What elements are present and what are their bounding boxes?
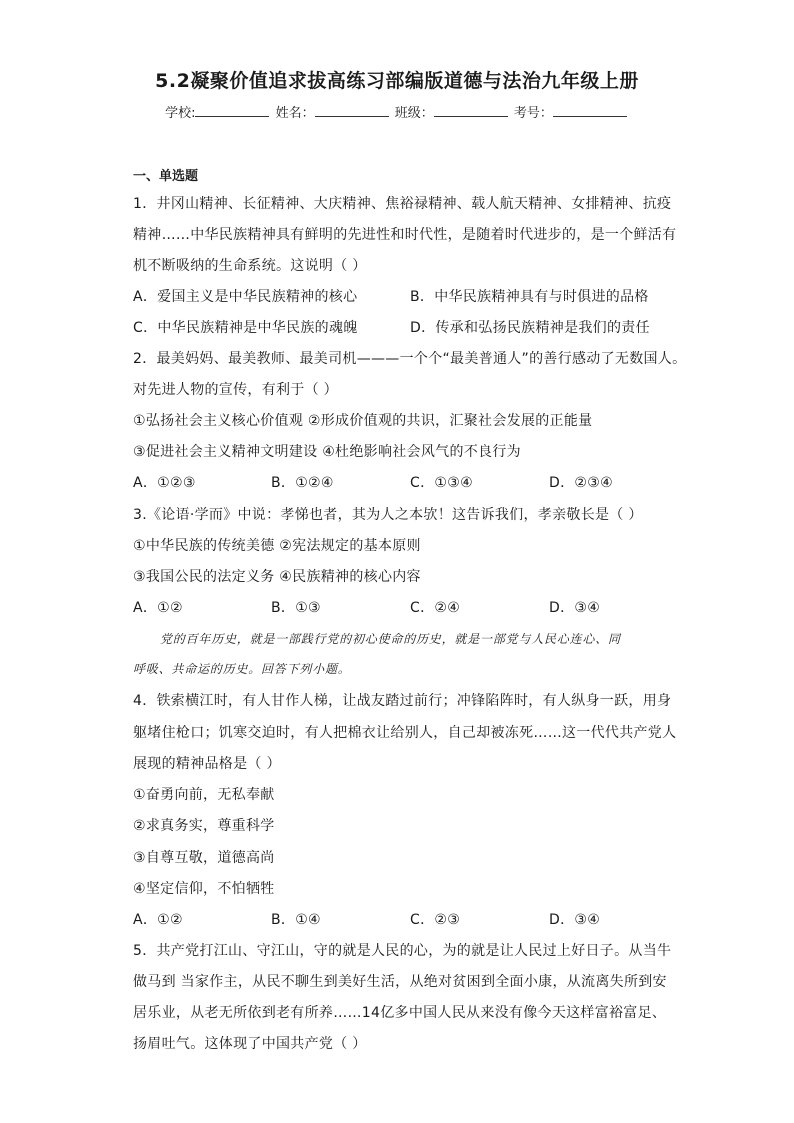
q1-option-c[interactable]: C．中华民族精神是中华民族的魂魄 bbox=[133, 320, 358, 336]
student-info-line bbox=[0, 102, 794, 121]
q5-stem-line-4: 扬眉吐气。这体现了中国共产党（ ） bbox=[133, 1036, 367, 1052]
q2-option-a[interactable]: A．①②③ bbox=[133, 475, 196, 491]
q4-item-1: ①奋勇向前，无私奉献 bbox=[133, 787, 275, 803]
q2-option-c[interactable]: C．①③④ bbox=[410, 475, 473, 491]
q3-option-d[interactable]: D．③④ bbox=[549, 600, 601, 616]
q2-stem-line-1: 2．最美妈妈、最美教师、最美司机———一个个“最美普通人”的善行感动了无数国人。 bbox=[133, 351, 687, 367]
q2-items-line-1: ①弘扬社会主义核心价值观 ②形成价值观的共识，汇聚社会发展的正能量 bbox=[133, 413, 593, 429]
q4-option-b[interactable]: B．①④ bbox=[271, 912, 321, 928]
q3-option-b[interactable]: B．①③ bbox=[271, 600, 321, 616]
q1-option-a[interactable]: A．爱国主义是中华民族精神的核心 bbox=[133, 289, 358, 305]
q5-stem-line-3: 居乐业，从老无所依到老有所养……14亿多中国人民从来没有像今天这样富裕富足、 bbox=[133, 1005, 667, 1021]
name-blank[interactable] bbox=[315, 105, 389, 117]
q1-option-b[interactable]: B．中华民族精神具有与时俱进的品格 bbox=[410, 289, 649, 305]
q3-option-c[interactable]: C．②④ bbox=[410, 600, 461, 616]
q4-item-4: ④坚定信仰，不怕牺牲 bbox=[133, 881, 275, 897]
q1-stem-line-2: 精神……中华民族精神具有鲜明的先进性和时代性，是随着时代进步的，是一个鲜活有 bbox=[133, 227, 677, 243]
q3-stem-line: 3.《论语·学而》中说：孝悌也者，其为人之本欤！这告诉我们，孝亲敬长是（ ） bbox=[133, 507, 643, 523]
q4-stem-line-1: 4．铁索横江时，有人甘作人梯，让战友踏过前行；冲锋陷阵时，有人纵身一跃，用身 bbox=[133, 693, 672, 709]
q4-stem-line-2: 躯堵住枪口；饥寒交迫时，有人把棉衣让给别人，自己却被冻死……这一代代共产党人 bbox=[133, 725, 677, 741]
q1-option-d[interactable]: D．传承和弘扬民族精神是我们的责任 bbox=[410, 320, 650, 336]
q4-option-d[interactable]: D．③④ bbox=[549, 912, 601, 928]
q2-stem-line-2: 对先进人物的宣传，有利于（ ） bbox=[133, 382, 338, 398]
exam-number-label: 考号： bbox=[513, 106, 553, 121]
exam-number-blank[interactable] bbox=[553, 105, 627, 117]
q3-items-line-1: ①中华民族的传统美德 ②宪法规定的基本原则 bbox=[133, 538, 421, 554]
q4-item-2: ②求真务实，尊重科学 bbox=[133, 818, 275, 834]
q5-stem-line-1: 5．共产党打江山、守江山，守的就是人民的心，为的就是让人民过上好日子。从当牛 bbox=[133, 943, 672, 959]
q4-option-c[interactable]: C．②③ bbox=[410, 912, 461, 928]
class-label: 班级： bbox=[394, 106, 434, 121]
q1-stem-line-3: 机不断吸纳的生命系统。这说明（ ） bbox=[133, 258, 367, 274]
school-blank[interactable] bbox=[195, 105, 269, 117]
q5-stem-line-2: 做马到 当家作主，从民不聊生到美好生活，从绝对贫困到全面小康，从流离失所到安 bbox=[133, 974, 667, 990]
q4-stem-line-3: 展现的精神品格是（ ） bbox=[133, 756, 281, 772]
q4-item-3: ③自尊互敬，道德高尚 bbox=[133, 850, 275, 866]
school-label: 学校: bbox=[165, 106, 196, 121]
q2-option-d[interactable]: D．②③④ bbox=[549, 475, 613, 491]
q2-option-b[interactable]: B．①②④ bbox=[271, 475, 334, 491]
q3-items-line-2: ③我国公民的法定义务 ④民族精神的核心内容 bbox=[133, 569, 421, 585]
material-line-1: 党的百年历史，就是一部践行党的初心使命的历史，就是一部党与人民心连心、同 bbox=[160, 632, 621, 646]
class-blank[interactable] bbox=[434, 105, 508, 117]
q4-option-a[interactable]: A．①② bbox=[133, 912, 183, 928]
q2-items-line-2: ③促进社会主义精神文明建设 ④杜绝影响社会风气的不良行为 bbox=[133, 444, 521, 460]
q1-stem-line-1: 1．井冈山精神、长征精神、大庆精神、焦裕禄精神、载人航天精神、女排精神、抗疫 bbox=[133, 196, 672, 212]
material-line-2: 呼吸、共命运的历史。回答下列小题。 bbox=[133, 662, 351, 676]
name-label: 姓名： bbox=[275, 106, 315, 121]
page-title: 5.2凝聚价值追求拔高练习部编版道德与法治九年级上册 bbox=[155, 70, 639, 92]
section-title: 一、单选题 bbox=[133, 169, 199, 184]
q3-option-a[interactable]: A．①② bbox=[133, 600, 183, 616]
